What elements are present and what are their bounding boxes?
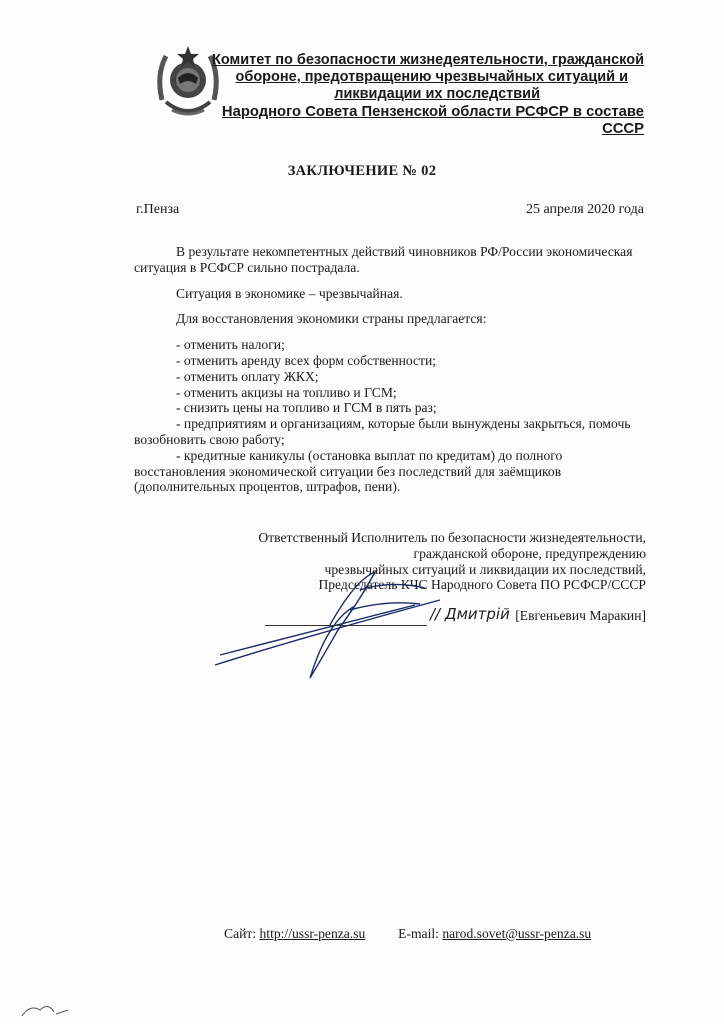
document-body xyxy=(134,244,634,495)
list-item: - снизить цены на топливо и ГСМ в пять раз; xyxy=(176,400,437,416)
paragraph-3: Для восстановления экономики страны предлагается: xyxy=(176,311,487,327)
signatory-line-1: Ответственный Исполнитель по безопасности жизнедеятельности, xyxy=(258,530,646,545)
header-line-2: обороне, предотвращению чрезвычайных ситуаций и xyxy=(235,69,628,85)
corner-mark xyxy=(20,996,70,1020)
list-item: - отменить налоги; xyxy=(176,337,285,353)
list-item: - отменить акцизы на топливо и ГСМ; xyxy=(176,384,397,400)
document-title: ЗАКЛЮЧЕНИЕ № 02 xyxy=(287,163,437,179)
city: г.Пенза xyxy=(136,202,180,217)
footer xyxy=(224,926,591,942)
header-line-3: ликвидации их последствий xyxy=(334,86,540,102)
signatory-line-3: чрезвычайных ситуаций и ликвидации их последствий, xyxy=(324,561,646,577)
handwritten-name: // Дмитрій xyxy=(430,605,510,623)
email-link[interactable]: narod.sovet@ussr-penza.su xyxy=(442,926,592,941)
header-line-1: Комитет по безопасности жизнедеятельности, гражданской xyxy=(211,52,644,68)
paragraph-2: Ситуация в экономике – чрезвычайная. xyxy=(176,285,403,301)
signatory-line-2: гражданской обороне, предупреждению xyxy=(413,545,646,561)
site-label: Сайт: xyxy=(224,926,257,941)
site-link[interactable]: http://ussr-penza.su xyxy=(259,926,366,941)
council-header xyxy=(196,104,644,138)
signature-line xyxy=(265,625,427,626)
list-item: - отменить аренду всех форм собственности; xyxy=(176,352,437,368)
list-item: - кредитные каникулы (остановка выплат по кредитам) до полного восстановления экономической ситуации без последствий для заёмщиков (дополнительных процентов, штрафов, пени). xyxy=(134,447,563,495)
committee-header xyxy=(196,52,644,103)
list-item: - предприятиям и организациям, которые были вынуждены закрыться, помочь возобновить свою работу; xyxy=(134,416,631,447)
signatory-name: [Евгеньевич Маракин] xyxy=(515,608,646,623)
document-date: 25 апреля 2020 года xyxy=(526,202,644,217)
signatory-line-4: Председатель КЧС Народного Совета ПО РСФСР/СССР xyxy=(318,577,646,593)
email-label: E-mail: xyxy=(398,926,439,941)
header-line-4: Народного Совета Пензенской области РСФСР в составе СССР xyxy=(221,104,644,137)
list-item: - отменить оплату ЖКХ; xyxy=(176,368,319,384)
paragraph-1: В результате некомпетентных действий чиновников РФ/России экономическая ситуация в РСФСР сильно пострадала. xyxy=(134,244,633,275)
